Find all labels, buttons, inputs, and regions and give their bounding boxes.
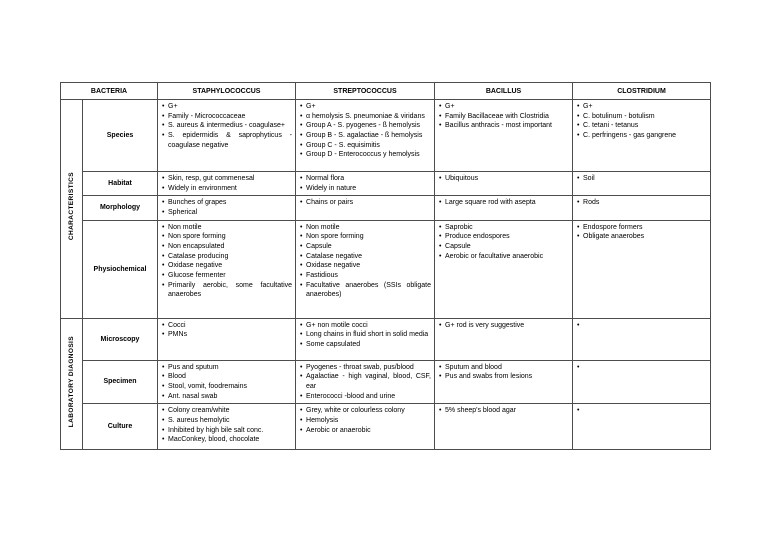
cell-morphology-bacillus xyxy=(435,196,573,220)
bullet-list xyxy=(437,198,569,208)
section-label-laboratory-diagnosis xyxy=(61,318,83,450)
bullet-item: • C. botulinum - botulism xyxy=(575,112,707,122)
cell-microscopy-staphylococcus xyxy=(158,318,296,360)
cell-species-clostridium xyxy=(573,100,711,172)
cell-specimen-staphylococcus xyxy=(158,360,296,404)
header-bacteria: BACTERIA xyxy=(61,83,158,100)
bullet-list xyxy=(298,102,431,160)
bullet-list xyxy=(437,102,569,131)
cell-microscopy-bacillus xyxy=(435,318,573,360)
bullet-list xyxy=(160,223,292,300)
row-header-species: Species xyxy=(83,100,158,172)
bullet-item: • Inhibited by high bile salt conc. xyxy=(160,426,292,436)
bullet-item xyxy=(575,321,707,331)
bullet-list xyxy=(575,223,707,242)
cell-culture-staphylococcus xyxy=(158,404,296,450)
header-bacillus: BACILLUS xyxy=(435,83,573,100)
cell-specimen-bacillus xyxy=(435,360,573,404)
bullet-item: • S. aureus & intermedius - coagulase+ xyxy=(160,121,292,131)
cell-habitat-streptococcus xyxy=(296,172,435,196)
bullet-item: • C. tetani - tetanus xyxy=(575,121,707,131)
bullet-list xyxy=(575,102,707,141)
bullet-item: • Ubiquitous xyxy=(437,174,569,184)
bullet-item: • Aerobic or facultative anaerobic xyxy=(437,252,569,262)
bullet-item: • Capsule xyxy=(437,242,569,252)
bullet-item: • Skin, resp, gut commenesal xyxy=(160,174,292,184)
table-row-microscopy xyxy=(61,318,711,360)
table-row-specimen xyxy=(61,360,711,404)
table-body xyxy=(61,100,711,450)
bullet-list xyxy=(575,174,707,184)
row-header-physiochemical: Physiochemical xyxy=(83,220,158,318)
bullet-item: • MacConkey, blood, chocolate xyxy=(160,435,292,445)
bullet-item: • Spherical xyxy=(160,208,292,218)
bullet-list xyxy=(160,198,292,217)
table-header-row xyxy=(61,83,711,100)
cell-species-streptococcus xyxy=(296,100,435,172)
row-header-morphology: Morphology xyxy=(83,196,158,220)
bullet-list xyxy=(160,406,292,445)
bullet-list xyxy=(298,406,431,435)
cell-species-staphylococcus xyxy=(158,100,296,172)
bullet-item: • Group A - S. pyogenes - ß hemolysis xyxy=(298,121,431,131)
bullet-list xyxy=(298,223,431,300)
bullet-item: • Chains or pairs xyxy=(298,198,431,208)
bullet-list xyxy=(160,363,292,402)
cell-morphology-streptococcus xyxy=(296,196,435,220)
bullet-item: • Enterococci -blood and urine xyxy=(298,392,431,402)
bullet-item: • G+ non motile cocci xyxy=(298,321,431,331)
table-row-morphology xyxy=(61,196,711,220)
bullet-item: • Non motile xyxy=(298,223,431,233)
bullet-item: • Catalase producing xyxy=(160,252,292,262)
bullet-item: • C. perfringens - gas gangrene xyxy=(575,131,707,141)
bullet-item: • Family - Micrococcaceae xyxy=(160,112,292,122)
bullet-item: • Ant. nasal swab xyxy=(160,392,292,402)
bullet-list xyxy=(298,321,431,350)
cell-habitat-clostridium xyxy=(573,172,711,196)
cell-specimen-streptococcus xyxy=(296,360,435,404)
bullet-item: • Cocci xyxy=(160,321,292,331)
bullet-item: • Produce endospores xyxy=(437,232,569,242)
bullet-item: • Family Bacillaceae with Clostridia xyxy=(437,112,569,122)
cell-physiochemical-bacillus xyxy=(435,220,573,318)
bullet-item: • Group D - Enterococcus y hemolysis xyxy=(298,150,431,160)
section-label-text: LABORATORY DIAGNOSIS xyxy=(68,335,75,428)
bullet-list xyxy=(575,321,707,331)
cell-microscopy-clostridium xyxy=(573,318,711,360)
bullet-item: • Catalase negative xyxy=(298,252,431,262)
bullet-list xyxy=(437,321,569,331)
bullet-item: • Bacillus anthracis - most important xyxy=(437,121,569,131)
bullet-list xyxy=(437,363,569,382)
cell-specimen-clostridium xyxy=(573,360,711,404)
bullet-list xyxy=(575,363,707,373)
cell-morphology-clostridium xyxy=(573,196,711,220)
bullet-item: • Pus and sputum xyxy=(160,363,292,373)
cell-habitat-staphylococcus xyxy=(158,172,296,196)
bullet-item: • Large square rod with asepta xyxy=(437,198,569,208)
bullet-item: • Hemolysis xyxy=(298,416,431,426)
bullet-item: • Soil xyxy=(575,174,707,184)
bullet-item: • Oxidase negative xyxy=(298,261,431,271)
bullet-item: • Glucose fermenter xyxy=(160,271,292,281)
bullet-item: • Group B - S. agalactiae - ß hemolysis xyxy=(298,131,431,141)
bullet-item: • 5% sheep's blood agar xyxy=(437,406,569,416)
bullet-list xyxy=(160,321,292,340)
bullet-item: • Non encapsulated xyxy=(160,242,292,252)
bullet-list xyxy=(160,102,292,150)
row-header-habitat: Habitat xyxy=(83,172,158,196)
bullet-item: • Facultative anaerobes (SSIs obligate anaerobes) xyxy=(298,281,431,300)
bullet-item xyxy=(575,406,707,416)
table-row-physiochemical xyxy=(61,220,711,318)
bullet-item: • Blood xyxy=(160,372,292,382)
bullet-item: • S. aureus hemolytic xyxy=(160,416,292,426)
bullet-item: • α hemolysis S. pneumoniae & viridans xyxy=(298,112,431,122)
bullet-item: • Colony cream/white xyxy=(160,406,292,416)
cell-culture-bacillus xyxy=(435,404,573,450)
bullet-item: • G+ xyxy=(160,102,292,112)
cell-morphology-staphylococcus xyxy=(158,196,296,220)
row-header-culture: Culture xyxy=(83,404,158,450)
bullet-list xyxy=(160,174,292,193)
header-streptococcus: STREPTOCOCCUS xyxy=(296,83,435,100)
cell-culture-clostridium xyxy=(573,404,711,450)
table-row-species xyxy=(61,100,711,172)
bullet-item: • Long chains in fluid short in solid media xyxy=(298,330,431,340)
bullet-item: • Widely in nature xyxy=(298,184,431,194)
bullet-list xyxy=(437,406,569,416)
bullet-item: • Non spore forming xyxy=(298,232,431,242)
bullet-list xyxy=(298,198,431,208)
bullet-item: • S. epidermidis & saprophyticus - coagulase negative xyxy=(160,131,292,150)
bullet-item: • Primarily aerobic, some facultative anaerobes xyxy=(160,281,292,300)
bullet-list xyxy=(437,174,569,184)
cell-species-bacillus xyxy=(435,100,573,172)
bullet-item: • Fastidious xyxy=(298,271,431,281)
cell-physiochemical-staphylococcus xyxy=(158,220,296,318)
bullet-item: • Non spore forming xyxy=(160,232,292,242)
bullet-item: • Agalactiae - high vaginal, blood, CSF, ear xyxy=(298,372,431,391)
cell-habitat-bacillus xyxy=(435,172,573,196)
bullet-list xyxy=(298,363,431,402)
cell-physiochemical-clostridium xyxy=(573,220,711,318)
row-header-microscopy: Microscopy xyxy=(83,318,158,360)
bullet-item: • G+ rod is very suggestive xyxy=(437,321,569,331)
bullet-item: • Some capsulated xyxy=(298,340,431,350)
bullet-item: • Capsule xyxy=(298,242,431,252)
table-row-culture xyxy=(61,404,711,450)
bullet-item: • Widely in environment xyxy=(160,184,292,194)
bullet-item: • Oxidase negative xyxy=(160,261,292,271)
bullet-item: • G+ xyxy=(298,102,431,112)
header-clostridium: CLOSTRIDIUM xyxy=(573,83,711,100)
bullet-item: • Pus and swabs from lesions xyxy=(437,372,569,382)
bullet-item: • Grey, white or colourless colony xyxy=(298,406,431,416)
section-label-text: CHARACTERISTICS xyxy=(68,172,75,241)
bullet-item: • Normal flora xyxy=(298,174,431,184)
cell-physiochemical-streptococcus xyxy=(296,220,435,318)
cell-culture-streptococcus xyxy=(296,404,435,450)
section-label-characteristics xyxy=(61,100,83,319)
bullet-item: • G+ xyxy=(437,102,569,112)
bullet-item: • G+ xyxy=(575,102,707,112)
bullet-item: • Rods xyxy=(575,198,707,208)
bullet-item: • Sputum and blood xyxy=(437,363,569,373)
bullet-item: • Pyogenes - throat swab, pus/blood xyxy=(298,363,431,373)
cell-microscopy-streptococcus xyxy=(296,318,435,360)
bullet-item xyxy=(575,363,707,373)
bullet-item: • Aerobic or anaerobic xyxy=(298,426,431,436)
row-header-specimen: Specimen xyxy=(83,360,158,404)
bullet-item: • Stool, vomit, foodremains xyxy=(160,382,292,392)
header-staphylococcus: STAPHYLOCOCCUS xyxy=(158,83,296,100)
bullet-list xyxy=(575,198,707,208)
bullet-item: • Saprobic xyxy=(437,223,569,233)
bullet-item: • Obligate anaerobes xyxy=(575,232,707,242)
bullet-item: • Non motile xyxy=(160,223,292,233)
bullet-item: • Endospore formers xyxy=(575,223,707,233)
bullet-list xyxy=(437,223,569,262)
bullet-list xyxy=(298,174,431,193)
bullet-item: • PMNs xyxy=(160,330,292,340)
bullet-list xyxy=(575,406,707,416)
table-row-habitat xyxy=(61,172,711,196)
bullet-item: • Group C - S. equisimitis xyxy=(298,141,431,151)
bacteria-comparison-table xyxy=(60,82,711,450)
bullet-item: • Bunches of grapes xyxy=(160,198,292,208)
